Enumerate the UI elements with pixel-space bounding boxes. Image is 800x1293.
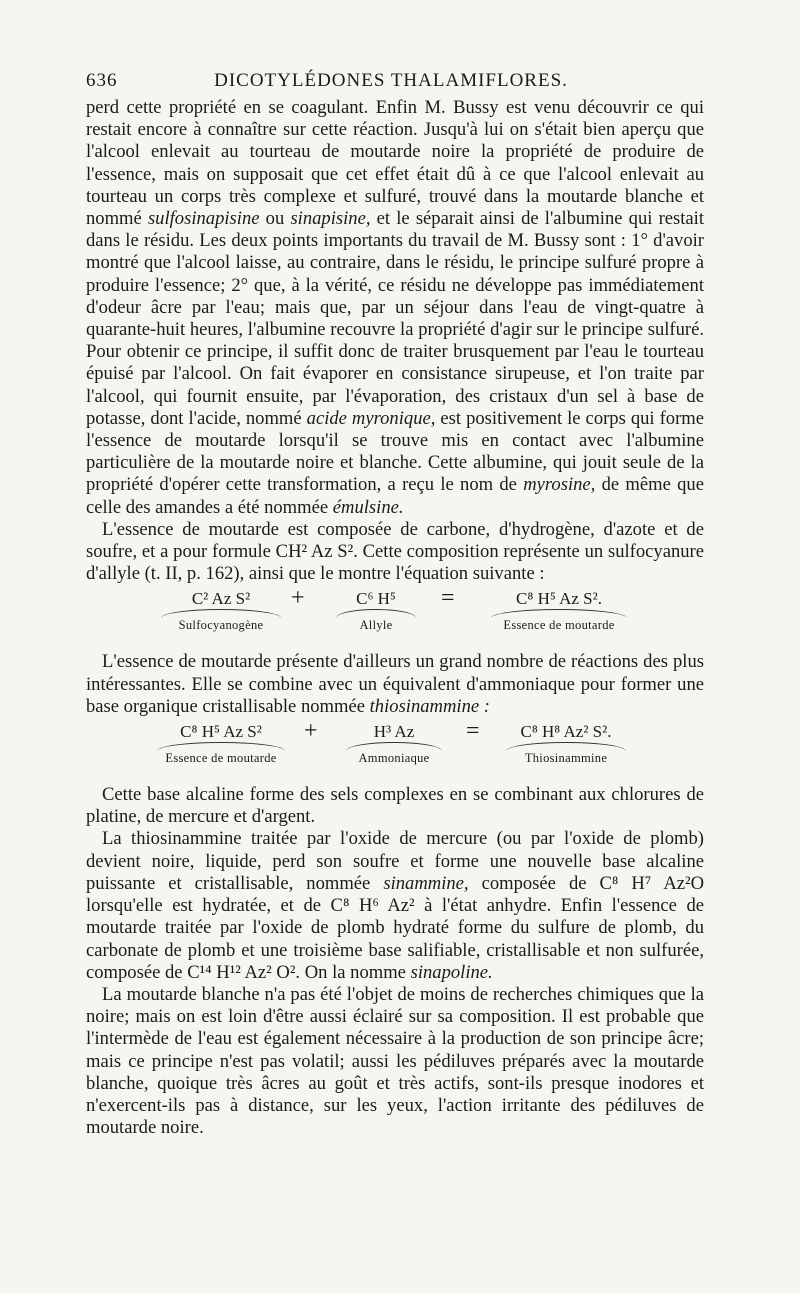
brace-mark: [161, 609, 281, 618]
paragraph-bussy: perd cette propriété en se coagulant. Enfin M. Bussy est venu découvrir ce qui restait encore à connaître sur cette réaction. Jusqu'à lui on s'était bien aperçu que l'alcool enlevait au tourteau de moutarde noire la propriété de produire de l'essence, mais on supposait que cet effet était dû à ce que l'alcool enlevait au tourteau un corps très complexe et sulfuré, trouvé dans la moutarde blanche et nommé sulfosinapisine ou sinapisine, et le séparait ainsi de l'albumine qui restait dans le résidu. Les deux points importants du travail de M. Bussy sont : 1° d'avoir montré que l'alcool laisse, au contraire, dans le résidu, le principe sulfuré propre à produire l'essence; 2° que, à la vérité, ce résidu ne développe pas immédiatement d'odeur âcre par l'eau; mais que, par un séjour dans l'eau de vingt-quatre à quarante-huit heures, l'albumine recouvre la propriété d'agir sur le principe sulfuré. Pour obtenir ce principe, il suffit donc de traiter brusquement par l'eau le tourteau épuisé par l'alcool. On fait évaporer en consistance sirupeuse, et l'on traite par l'alcool, qui fournit ensuite, par l'évaporation, des cristaux d'un sel à base de potasse, dont l'acide, nommé acide myronique, est positivement le corps qui forme l'essence de moutarde lorsqu'il se trouve mis en contact avec l'albumine particulière de la moutarde noire et blanche. Cette albumine, qui jouit seule de la propriété d'opérer cette transformation, a reçu le nom de myrosine, de même que celle des amandes a été nommée émulsine.: [86, 97, 705, 518]
brace-mark: [336, 609, 416, 618]
paragraph-composition: L'essence de moutarde est composée de carbone, d'hydrogène, d'azote et de soufre, et a pour formule CH² Az S². Cette composition représente un sulfocyanure d'allyle (t. II, p. 162), ainsi que le montre l'équation suivante :: [86, 518, 704, 585]
term-sulfosinapisine: sulfosinapisine: [147, 208, 260, 230]
equation1-term2: C⁶ H⁵ Allyle: [326, 589, 426, 632]
page-number: 636: [86, 70, 118, 91]
paragraph-moutarde-blanche: La moutarde blanche n'a pas été l'objet de moins de recherches chimiques que la noire; mais on est loin d'être aussi éclairé sur sa composition. Il est probable que l'intermède de l'eau est également nécessaire à la production de son principe âcre; mais ce principe n'est pas volatil; aussi les pédiluves préparés avec la moutarde blanche, quoique très âcres au goût et très actifs, sont-ils presque inodores et n'exercent-ils pas à distance, sur les yeux, l'action irritante des pédiluves de moutarde noire.: [86, 983, 704, 1139]
equation-thiosinammine: [86, 718, 704, 778]
equation2-plus: +: [304, 718, 318, 745]
equation2-term2: H³ Az Ammoniaque: [334, 722, 454, 765]
running-title: DICOTYLÉDONES THALAMIFLORES.: [214, 70, 568, 91]
equation1-term3: C⁸ H⁵ Az S². Essence de moutarde: [474, 589, 644, 632]
term-emulsine: émulsine.: [332, 496, 404, 518]
paragraph-sinammine: La thiosinammine traitée par l'oxide de mercure (ou par l'oxide de plomb) devient noire, liquide, perd son soufre et forme une nouvelle base alcaline puissante et cristallisable, nommée sinammine, composée de C⁸ H⁷ Az²O lorsqu'elle est hydratée, et de C⁸ H⁶ Az² à l'état anhydre. Enfin l'essence de moutarde traitée par l'oxide de plomb hydraté forme du sulfure de plomb, du carbonate de plomb et une troisième base salifiable, cristallisable et non sulfurée, composée de C¹⁴ H¹² Az² O². On la nomme sinapoline.: [86, 828, 705, 983]
term-myrosine: myrosine,: [523, 474, 596, 496]
page-header: [86, 70, 696, 96]
brace-mark: [157, 742, 285, 751]
equation1-equals: =: [441, 585, 455, 612]
term-sinammine: sinammine,: [383, 872, 469, 894]
brace-mark: [491, 609, 627, 618]
term-sinapisine: sinapisine,: [290, 208, 371, 230]
paragraph-reactions: L'essence de moutarde présente d'ailleurs un grand nombre de réactions des plus intéressantes. Elle se combine avec un équivalent d'ammoniaque pour former une base organique cristallisable nommée thiosinammine :: [86, 651, 704, 717]
equation2-equals: =: [466, 718, 480, 745]
equation1-term1: C² Az S² Sulfocyanogène: [146, 589, 296, 632]
term-acide-myronique: acide myronique,: [306, 407, 436, 429]
brace-mark: [506, 742, 626, 751]
term-thiosinammine: thiosinammine :: [369, 695, 490, 717]
equation2-term1: C⁸ H⁵ Az S² Essence de moutarde: [141, 722, 301, 765]
equation2-term3: C⁸ H⁸ Az² S². Thiosinammine: [491, 722, 641, 765]
equation-sulfocyanure: [86, 585, 704, 645]
paragraph-sels: Cette base alcaline forme des sels complexes en se combinant aux chlorures de platine, de mercure et d'argent.: [86, 784, 704, 828]
term-sinapoline: sinapoline.: [410, 961, 493, 983]
brace-mark: [346, 742, 442, 751]
page-body: [86, 97, 704, 1139]
equation1-plus: +: [291, 585, 305, 612]
